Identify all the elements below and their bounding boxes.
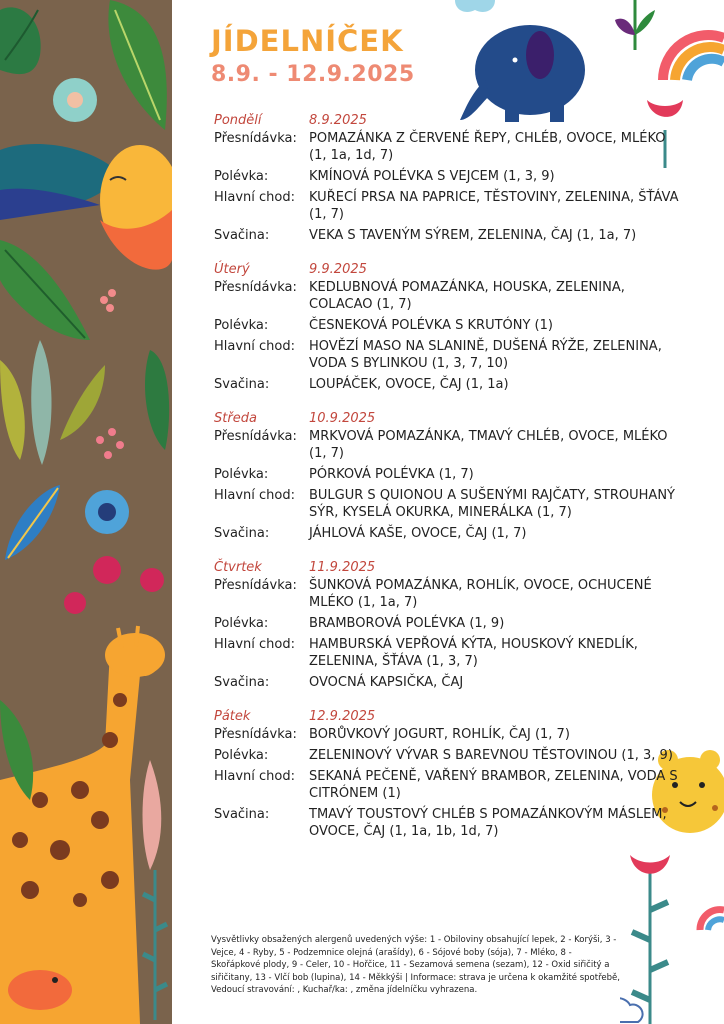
- day-date: 11.9.2025: [309, 560, 376, 575]
- meal-row: [214, 747, 684, 764]
- meal-text: ČESNEKOVÁ POLÉVKA S KRUTÓNY (1): [309, 318, 553, 333]
- meal-text: HOVĚZÍ MASO NA SLANINĚ, DUŠENÁ RÝŽE, ZELENINA, VODA S BYLINKOU (1, 3, 7, 10): [309, 339, 662, 371]
- meal-label: Polévka:: [214, 467, 269, 482]
- meal-row: [214, 466, 684, 483]
- meal-row: [214, 674, 684, 691]
- meal-text: KEDLUBNOVÁ POMAZÁNKA, HOUSKA, ZELENINA, COLACAO (1, 7): [309, 280, 625, 312]
- meal-row: [214, 227, 684, 244]
- meal-label: Přesnídávka:: [214, 727, 297, 742]
- day-date: 8.9.2025: [309, 113, 367, 128]
- meal-text: HAMBURSKÁ VEPŘOVÁ KÝTA, HOUSKOVÝ KNEDLÍK, ZELENINA, ŠŤÁVA (1, 3, 7): [309, 637, 638, 669]
- meal-text: TMAVÝ TOUSTOVÝ CHLÉB S POMAZÁNKOVÝM MÁSLEM, OVOCE, ČAJ (1, 1a, 1b, 1d, 7): [309, 807, 667, 839]
- meal-text: OVOCNÁ KAPSIČKA, ČAJ: [309, 675, 464, 690]
- day-date: 12.9.2025: [309, 709, 376, 724]
- meal-row: [214, 487, 684, 521]
- meal-text: VEKA S TAVENÝM SÝREM, ZELENINA, ČAJ (1, 1a, 7): [309, 228, 637, 243]
- day-date: 9.9.2025: [309, 262, 367, 277]
- meal-row: [214, 130, 684, 164]
- meal-text: PÓRKOVÁ POLÉVKA (1, 7): [309, 467, 474, 482]
- decorative-side-panel: [0, 0, 172, 1024]
- meal-label: Hlavní chod:: [214, 339, 296, 354]
- day-tuesday: [214, 257, 684, 393]
- meal-row: [214, 525, 684, 542]
- meal-row: [214, 168, 684, 185]
- meal-label: Hlavní chod:: [214, 488, 296, 503]
- meal-label: Polévka:: [214, 318, 269, 333]
- meal-row: [214, 615, 684, 632]
- meal-label: Přesnídávka:: [214, 131, 297, 146]
- meal-text: LOUPÁČEK, OVOCE, ČAJ (1, 1a): [309, 377, 509, 392]
- day-monday: [214, 108, 684, 244]
- day-wednesday: [214, 406, 684, 542]
- meal-text: ŠUNKOVÁ POMAZÁNKA, ROHLÍK, OVOCE, OCHUCENÉ MLÉKO (1, 1a, 7): [309, 578, 652, 610]
- day-name: Čtvrtek: [214, 560, 262, 575]
- meal-label: Svačina:: [214, 377, 270, 392]
- meal-text: JÁHLOVÁ KAŠE, OVOCE, ČAJ (1, 7): [309, 526, 527, 541]
- meal-label: Hlavní chod:: [214, 637, 296, 652]
- menu-header: [211, 24, 415, 87]
- allergen-footnote: Vysvětlivky obsažených alergenů uvedených výše: 1 - Obiloviny obsahující lepek, 2 - Korýši, 3 - Vejce, 4 - Ryby, 5 - Podzemnice olejná (arašídy), 6 - Sójové boby (sója), 7 - Mléko, 8 - Skořápkové plody, 9 - Celer, 10 - Hořčice, 11 - Sezamová semena (sezam), 12 - Oxid siřičitý a siřičitany, 13 - Vlčí bob (lupina), 14 - Měkkýši | Informace: strava je určena k okamžité spotřebě, Vedoucí stravování: , Kuchař/ka: , změna jídelníčku vyhrazena.: [211, 935, 620, 995]
- meal-label: Polévka:: [214, 748, 269, 763]
- meal-row: [214, 636, 684, 670]
- meal-row: [214, 376, 684, 393]
- meal-row: [214, 768, 684, 802]
- meal-row: [214, 577, 684, 611]
- meal-row: [214, 726, 684, 743]
- meal-label: Hlavní chod:: [214, 190, 296, 205]
- day-name: Pátek: [214, 709, 251, 724]
- meal-label: Svačina:: [214, 526, 270, 541]
- meal-text: KMÍNOVÁ POLÉVKA S VEJCEM (1, 3, 9): [309, 169, 555, 184]
- meal-row: [214, 806, 684, 840]
- day-thursday: [214, 555, 684, 691]
- day-name: Středa: [214, 411, 257, 426]
- meal-label: Polévka:: [214, 616, 269, 631]
- meal-text: MRKVOVÁ POMAZÁNKA, TMAVÝ CHLÉB, OVOCE, MLÉKO (1, 7): [309, 429, 668, 461]
- meal-label: Polévka:: [214, 169, 269, 184]
- meal-text: BRAMBOROVÁ POLÉVKA (1, 9): [309, 616, 505, 631]
- date-range: 8.9. - 12.9.2025: [211, 62, 415, 87]
- weekly-menu: [214, 108, 684, 853]
- meal-label: Svačina:: [214, 807, 270, 822]
- meal-label: Přesnídávka:: [214, 280, 297, 295]
- meal-row: [214, 279, 684, 313]
- meal-text: ZELENINOVÝ VÝVAR S BAREVNOU TĚSTOVINOU (1, 3, 9): [309, 748, 673, 763]
- meal-label: Přesnídávka:: [214, 429, 297, 444]
- meal-text: BULGUR S QUIONOU A SUŠENÝMI RAJČATY, STROUHANÝ SÝR, KYSELÁ OKURKA, MINERÁLKA (1, 7): [309, 488, 675, 520]
- day-date: 10.9.2025: [309, 411, 376, 426]
- meal-text: KUŘECÍ PRSA NA PAPRICE, TĚSTOVINY, ZELENINA, ŠŤÁVA (1, 7): [309, 190, 679, 222]
- jungle-illustration: [0, 0, 172, 1024]
- meal-text: POMAZÁNKA Z ČERVENÉ ŘEPY, CHLÉB, OVOCE, MLÉKO (1, 1a, 1d, 7): [309, 131, 666, 163]
- day-name: Pondělí: [214, 113, 262, 128]
- day-name: Úterý: [214, 262, 250, 277]
- meal-label: Svačina:: [214, 675, 270, 690]
- meal-label: Hlavní chod:: [214, 769, 296, 784]
- meal-label: Přesnídávka:: [214, 578, 297, 593]
- rainbow-icon: [663, 35, 724, 80]
- meal-row: [214, 338, 684, 372]
- page-title: JÍDELNÍČEK: [211, 24, 404, 58]
- day-friday: [214, 704, 684, 840]
- meal-text: BORŮVKOVÝ JOGURT, ROHLÍK, ČAJ (1, 7): [309, 727, 570, 742]
- meal-text: SEKANÁ PEČENĚ, VAŘENÝ BRAMBOR, ZELENINA, VODA S CITRÓNEM (1): [309, 769, 678, 801]
- meal-label: Svačina:: [214, 228, 270, 243]
- meal-row: [214, 317, 684, 334]
- meal-row: [214, 428, 684, 462]
- meal-row: [214, 189, 684, 223]
